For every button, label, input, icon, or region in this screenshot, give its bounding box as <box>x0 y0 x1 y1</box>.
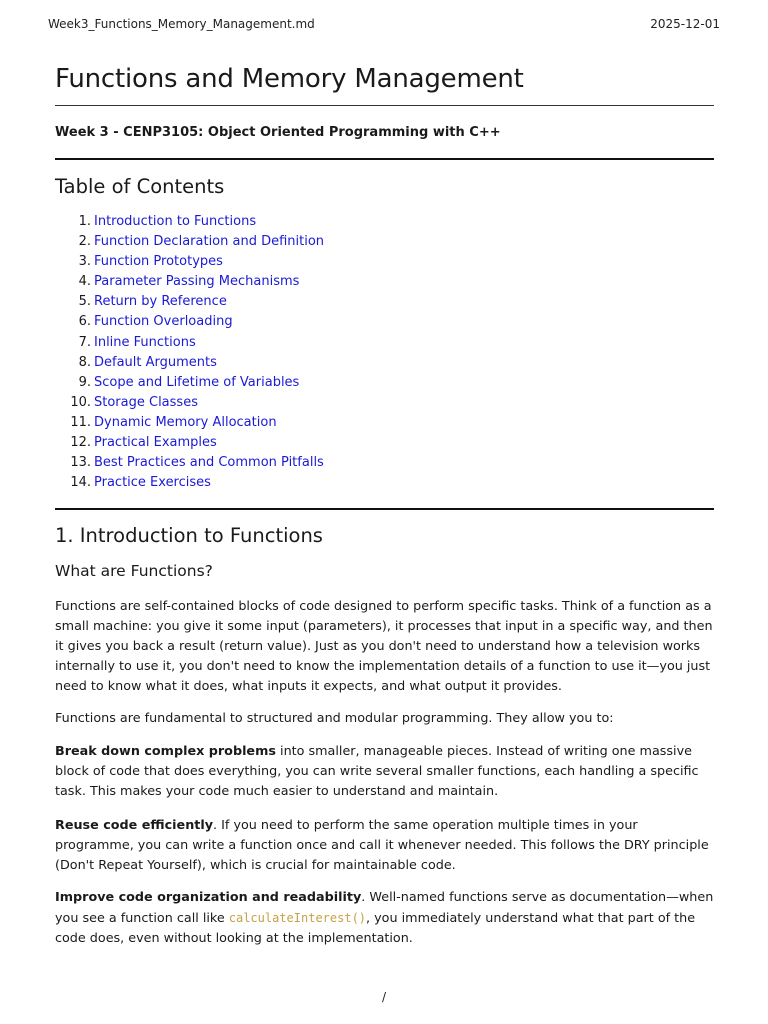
toc-item: 9. Scope and Lifetime of Variables <box>78 374 300 390</box>
paragraph-definition: Functions are self-contained blocks of code designed to perform specific tasks. Think of a function as a small machine: you give it some input (parameters), it processes that input in a specific way, and then it gives you back a result (return value). Just as you don't need to understand how a television works internally to use it, you don't need to know the implementation details of a function to use it—you just need to know what it does, what inputs it expects, and what output it provides. <box>55 599 713 694</box>
paragraph-break-down: Break down complex problems into smaller, manageable pieces. Instead of writing one massive block of code that does everything, you can write several smaller functions, each handling a specific task. This makes your code much easier to understand and maintain. <box>55 744 699 799</box>
toc-link-return-by-reference[interactable]: Return by Reference <box>94 294 227 310</box>
toc-item: 14. Practice Exercises <box>70 475 211 491</box>
toc-heading: Table of Contents <box>55 175 225 198</box>
print-date: 2025-12-01 <box>650 17 720 31</box>
toc-link-prototypes[interactable]: Function Prototypes <box>94 254 223 270</box>
toc-item: 2. Function Declaration and Definition <box>78 234 325 250</box>
toc-link-dynamic-memory[interactable]: Dynamic Memory Allocation <box>94 414 277 430</box>
toc-link-declaration-definition[interactable]: Function Declaration and Definition <box>94 234 325 250</box>
page-number: / <box>381 990 387 1004</box>
toc-item: 11. Dynamic Memory Allocation <box>70 414 277 430</box>
subtitle-divider <box>55 158 714 160</box>
toc-link-practice-exercises[interactable]: Practice Exercises <box>94 475 211 491</box>
bold-organization: Improve code organization and readability <box>55 890 362 905</box>
toc-link-scope-lifetime[interactable]: Scope and Lifetime of Variables <box>94 374 300 390</box>
toc-item: 10. Storage Classes <box>70 394 198 410</box>
toc-item: 7. Inline Functions <box>78 334 196 350</box>
subsection-heading-what-are-functions: What are Functions? <box>55 562 213 580</box>
toc-item: 4. Parameter Passing Mechanisms <box>78 274 300 290</box>
toc-item: 5. Return by Reference <box>78 294 227 310</box>
bold-break-down: Break down complex problems <box>55 744 276 759</box>
page-title: Functions and Memory Management <box>55 64 524 94</box>
toc-divider <box>55 508 714 510</box>
toc-link-overloading[interactable]: Function Overloading <box>94 314 233 330</box>
table-of-contents <box>55 213 324 494</box>
toc-item: 6. Function Overloading <box>78 314 233 330</box>
document-filename: Week3_Functions_Memory_Management.md <box>48 17 315 31</box>
toc-link-inline-functions[interactable]: Inline Functions <box>94 334 196 350</box>
paragraph-organization: Improve code organization and readability. Well-named functions serve as documentation—when you see a function call like calculateInterest(), you immediately understand what that part of the code does, even without looking at the implementation. <box>55 890 714 946</box>
toc-link-best-practices[interactable]: Best Practices and Common Pitfalls <box>94 455 324 471</box>
title-divider <box>55 105 714 106</box>
paragraph-reuse: Reuse code efficiently. If you need to perform the same operation multiple times in your programme, you can write a function once and call it whenever needed. This follows the DRY principle (Don't Repeat Yourself), which is crucial for maintainable code. <box>55 818 709 873</box>
running-header <box>48 17 720 33</box>
paragraph-fundamental: Functions are fundamental to structured and modular programming. They allow you to: <box>55 711 614 726</box>
toc-link-introduction[interactable]: Introduction to Functions <box>94 214 257 229</box>
toc-item: 13. Best Practices and Common Pitfalls <box>70 455 324 471</box>
course-subtitle: Week 3 - CENP3105: Object Oriented Programming with C++ <box>55 125 501 140</box>
toc-link-default-arguments[interactable]: Default Arguments <box>94 354 217 370</box>
section-heading-introduction: 1. Introduction to Functions <box>55 524 323 547</box>
inline-code-calculate-interest: calculateInterest() <box>228 911 367 925</box>
bold-reuse: Reuse code efficiently <box>55 818 214 833</box>
toc-link-parameter-passing[interactable]: Parameter Passing Mechanisms <box>94 274 300 290</box>
toc-link-practical-examples[interactable]: Practical Examples <box>94 435 217 451</box>
toc-item: 8. Default Arguments <box>78 354 217 370</box>
toc-item: 1. Introduction to Functions <box>78 214 257 229</box>
toc-item: 3. Function Prototypes <box>78 254 223 270</box>
toc-link-storage-classes[interactable]: Storage Classes <box>94 394 198 410</box>
toc-item: 12. Practical Examples <box>70 435 217 451</box>
